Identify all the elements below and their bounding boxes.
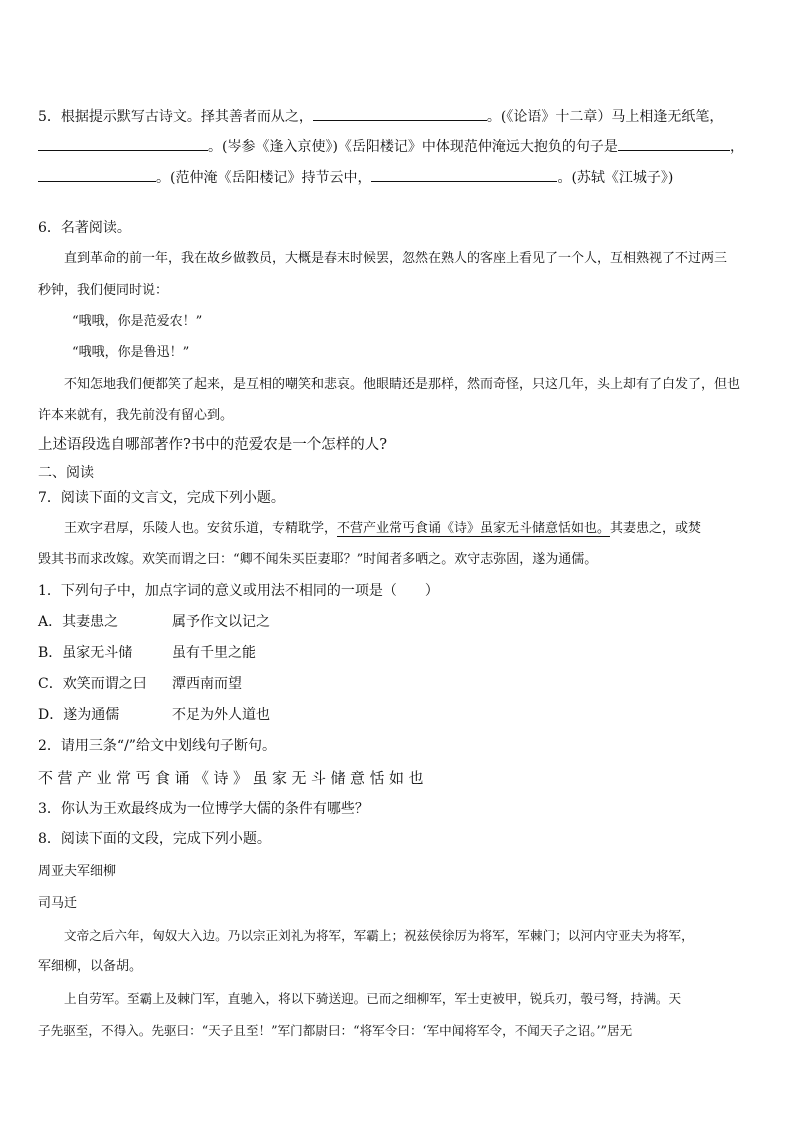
q8-passage-line: 军细柳，以备胡。 xyxy=(38,959,143,974)
q7-sub-question-3: 3．你认为王欢最终成为一位博学大儒的条件有哪些？ xyxy=(38,801,369,817)
q7-passage-text: 其妻患之，或焚 xyxy=(610,521,702,536)
q7-passage-text: 王欢字君厚，乐陵人也。安贫乐道，专精耽学， xyxy=(64,521,338,536)
q7-title: 7．阅读下面的文言文，完成下列小题。 xyxy=(38,490,285,506)
q6-passage-line: 秒钟，我们便同时说： xyxy=(38,283,169,298)
section-heading: 二、阅读 xyxy=(38,465,94,481)
q5-text-6: 。(苏轼《江城子》) xyxy=(557,170,674,186)
q7-sub-question-2: 2．请用三条“/”给文中划线句子断句。 xyxy=(38,738,276,754)
option-d-right: 不足为外人道也 xyxy=(172,707,270,723)
option-c-left: C．欢笑而谓之曰 xyxy=(38,676,147,692)
q5-line-2 xyxy=(38,136,744,156)
option-b-left: B．虽家无斗储 xyxy=(38,645,133,661)
q6-passage-line: 不知怎地我们便都笑了起来，是互相的嘲笑和悲哀。他眼睛还是那样，然而奇怪，只这几年，头上却有了白发了，但也 xyxy=(64,377,741,392)
q5-text-3: 。(岑参《逢入京使》)《岳阳楼记》中体现范仲淹远大抱负的句子是 xyxy=(208,139,618,155)
q7-passage-line: 毁其书而求改嫁。欢笑而谓之曰：“卿不闻朱买臣妻耶？”时闻者多哂之。欢守志弥固，遂为通儒。 xyxy=(38,552,598,567)
q5-text-1: 5．根据提示默写古诗文。择其善者而从之， xyxy=(38,109,313,125)
q6-question: 上述语段选自哪部著作?书中的范爱农是一个怎样的人? xyxy=(38,437,388,453)
q6-dialogue-line: “哦哦，你是范爱农！” xyxy=(72,314,203,329)
q5-text-2: 。(《论语》十二章）马上相逢无纸笔， xyxy=(486,109,724,125)
q5-text-4: ， xyxy=(729,139,744,155)
option-b-right: 虽有千里之能 xyxy=(172,645,256,661)
answer-blank[interactable] xyxy=(618,136,730,151)
option-c-right: 潭西南而望 xyxy=(172,676,242,692)
option-a-right: 属予作文以记之 xyxy=(172,614,270,630)
answer-blank[interactable] xyxy=(371,167,557,182)
answer-blank[interactable] xyxy=(313,106,487,121)
q8-title: 8．阅读下面的文段，完成下列小题。 xyxy=(38,831,271,847)
q6-passage-line: 直到革命的前一年，我在故乡做教员，大概是春末时候罢，忽然在熟人的客座上看见了一个人，互相熟视了不过两三 xyxy=(64,251,728,266)
underlined-sentence: 不营产业常丐食诵《诗》虽家无斗储意恬如也。 xyxy=(337,521,611,536)
q7-sub-question-1: 1．下列句子中，加点字词的意义或用法不相同的一项是（ ） xyxy=(38,583,439,599)
q6-dialogue-line: “哦哦，你是鲁迅！” xyxy=(72,345,190,360)
q5-line-3 xyxy=(38,167,673,187)
option-d[interactable] xyxy=(38,707,338,724)
q8-passage-heading: 周亚夫军细柳 xyxy=(38,864,117,879)
option-d-left: D．遂为通儒 xyxy=(38,707,120,723)
q8-passage-line: 子先驱至，不得入。先驱曰：“天子且至！”军门都尉曰：“将军令曰：‘军中闻将军令，不闻天子之诏。’”居无 xyxy=(38,1023,633,1038)
q5-text-5: 。(范仲淹《岳阳楼记》持节云中， xyxy=(156,170,372,186)
option-a[interactable] xyxy=(38,614,338,631)
answer-blank[interactable] xyxy=(38,136,208,151)
q8-passage-line: 上自劳军。至霸上及棘门军，直驰入，将以下骑送迎。已而之细柳军，军士吏被甲，锐兵刃，彀弓弩，持满。天 xyxy=(64,991,682,1006)
q8-passage-author: 司马迁 xyxy=(38,896,78,911)
q7-sentence-to-punctuate: 不营产业常丐食诵《诗》虽家无斗储意恬如也 xyxy=(38,769,429,787)
q8-passage-line: 文帝之后六年，匈奴大入边。乃以宗正刘礼为将军，军霸上；祝兹侯徐厉为将军，军棘门；以河内守亚夫为将军， xyxy=(64,928,694,943)
option-a-left: A．其妻患之 xyxy=(38,614,119,630)
option-c[interactable] xyxy=(38,676,338,693)
answer-blank[interactable] xyxy=(38,167,156,182)
q5-line-1 xyxy=(38,106,723,126)
q7-passage-line xyxy=(64,521,701,537)
q6-title: 6．名著阅读。 xyxy=(38,220,131,236)
option-b[interactable] xyxy=(38,645,338,662)
q6-passage-line: 许本来就有，我先前没有留心到。 xyxy=(38,408,234,423)
